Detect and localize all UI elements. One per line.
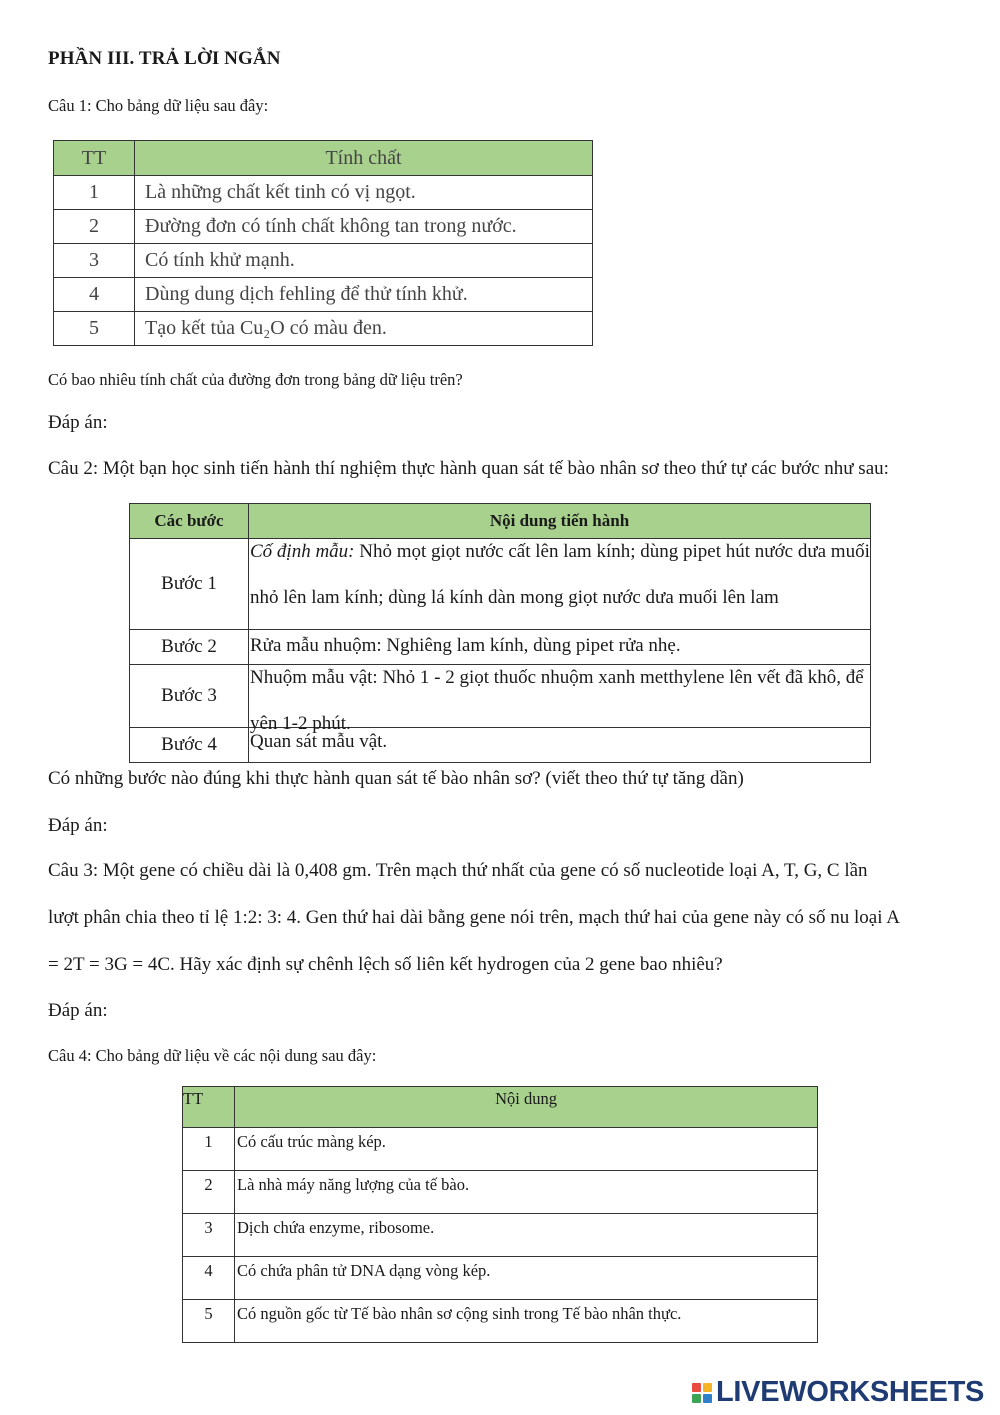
q2-prompt: Câu 2: Một bạn học sinh tiến hành thí nghiệm thực hành quan sát tế bào nhân sơ theo thứ tự các bước như sau: bbox=[48, 458, 889, 479]
table-row bbox=[54, 210, 593, 244]
table-row bbox=[130, 539, 871, 630]
row-number: 3 bbox=[183, 1214, 235, 1257]
row-number: 5 bbox=[54, 312, 135, 346]
logo-square-yellow bbox=[703, 1383, 712, 1392]
q3-line-1: Câu 3: Một gene có chiều dài là 0,408 gm. Trên mạch thứ nhất của gene có số nucleotide loại A, T, G, C lần bbox=[48, 860, 868, 881]
row-text: Dùng dung dịch fehling để thử tính khử. bbox=[135, 278, 593, 312]
q1-table bbox=[53, 140, 593, 346]
liveworksheets-logo-icon bbox=[692, 1383, 712, 1403]
row-text: Đường đơn có tính chất không tan trong nước. bbox=[135, 210, 593, 244]
header-noi-dung: Nội dung bbox=[235, 1087, 818, 1128]
q1-answer-label[interactable]: Đáp án: bbox=[48, 412, 108, 433]
header-cac-buoc: Các bước bbox=[130, 504, 249, 539]
liveworksheets-watermark bbox=[692, 1376, 984, 1409]
table-row bbox=[183, 1214, 818, 1257]
table-row bbox=[130, 728, 871, 763]
q3-line-2: lượt phân chia theo tỉ lệ 1:2: 3: 4. Gen thứ hai dài bằng gene nói trên, mạch thứ hai của gene này có số nu loại A bbox=[48, 907, 900, 928]
row-text: Có cấu trúc màng kép. bbox=[235, 1128, 818, 1171]
row-number: 3 bbox=[54, 244, 135, 278]
q2-question: Có những bước nào đúng khi thực hành quan sát tế bào nhân sơ? (viết theo thứ tự tăng dần) bbox=[48, 768, 744, 789]
row-number: 1 bbox=[183, 1128, 235, 1171]
table-header-row bbox=[183, 1087, 818, 1128]
header-noi-dung-tien-hanh: Nội dung tiến hành bbox=[249, 504, 871, 539]
row-text: Tạo kết tủa Cu₂O có màu đen. bbox=[135, 312, 593, 346]
step-label: Bước 3 bbox=[130, 665, 249, 728]
q4-table bbox=[182, 1086, 818, 1343]
row-text: Là những chất kết tinh có vị ngọt. bbox=[135, 176, 593, 210]
watermark-text: LIVEWORKSHEETS bbox=[716, 1376, 985, 1408]
q2-table bbox=[129, 503, 871, 763]
q2-answer-label[interactable]: Đáp án: bbox=[48, 815, 108, 836]
step-label: Bước 1 bbox=[130, 539, 249, 630]
table-row bbox=[54, 176, 593, 210]
row-text: Có nguồn gốc từ Tế bào nhân sơ cộng sinh trong Tế bào nhân thực. bbox=[235, 1300, 818, 1343]
step-label: Bước 2 bbox=[130, 630, 249, 665]
row-text: Dịch chứa enzyme, ribosome. bbox=[235, 1214, 818, 1257]
logo-square-blue bbox=[703, 1394, 712, 1403]
q1-question: Có bao nhiêu tính chất của đường đơn trong bảng dữ liệu trên? bbox=[48, 370, 463, 389]
q4-prompt: Câu 4: Cho bảng dữ liệu về các nội dung sau đây: bbox=[48, 1046, 377, 1065]
step-label: Bước 4 bbox=[130, 728, 249, 763]
q3-answer-label[interactable]: Đáp án: bbox=[48, 1000, 108, 1021]
row-number: 2 bbox=[183, 1171, 235, 1214]
row-number: 4 bbox=[183, 1257, 235, 1300]
logo-square-red bbox=[692, 1383, 701, 1392]
header-tinh-chat: Tính chất bbox=[135, 141, 593, 176]
table-row bbox=[183, 1171, 818, 1214]
row-number: 4 bbox=[54, 278, 135, 312]
row-number: 5 bbox=[183, 1300, 235, 1343]
table-row bbox=[130, 665, 871, 728]
table-row bbox=[183, 1128, 818, 1171]
step-content bbox=[249, 728, 871, 763]
step-italic-title: Cố định mẫu: bbox=[250, 541, 355, 562]
q1-prompt: Câu 1: Cho bảng dữ liệu sau đây: bbox=[48, 96, 269, 115]
step-text: Nhỏ mọt giọt nước cất lên lam kính; dùng pipet hút nước dưa muối nhỏ lên lam kính; dùng lá kính dàn mong giọt nước dưa muối lên lam bbox=[250, 541, 870, 608]
header-tt: TT bbox=[54, 141, 135, 176]
header-tt: TT bbox=[183, 1087, 235, 1128]
q3-line-3: = 2T = 3G = 4C. Hãy xác định sự chênh lệch số liên kết hydrogen của 2 gene bao nhiêu? bbox=[48, 954, 723, 975]
step-text: Nhuộm mẫu vật: Nhỏ 1 - 2 giọt thuốc nhuộm xanh metthylene lên vết đã khô, để yên 1-2 phút. bbox=[250, 667, 864, 734]
table-row bbox=[54, 312, 593, 346]
row-number: 1 bbox=[54, 176, 135, 210]
table-row bbox=[183, 1257, 818, 1300]
table-row bbox=[183, 1300, 818, 1343]
section-heading: PHẦN III. TRẢ LỜI NGẮN bbox=[48, 48, 281, 69]
row-text: Có tính khử mạnh. bbox=[135, 244, 593, 278]
step-text: Rửa mẫu nhuộm: Nghiêng lam kính, dùng pipet rửa nhẹ. bbox=[250, 635, 681, 656]
step-text: Quan sát mẫu vật. bbox=[250, 731, 388, 752]
row-number: 2 bbox=[54, 210, 135, 244]
table-row bbox=[54, 244, 593, 278]
row-text: Là nhà máy năng lượng của tế bào. bbox=[235, 1171, 818, 1214]
row-text: Có chứa phân tử DNA dạng vòng kép. bbox=[235, 1257, 818, 1300]
step-content bbox=[249, 665, 871, 734]
table-row bbox=[54, 278, 593, 312]
logo-square-green bbox=[692, 1394, 701, 1403]
step-content bbox=[249, 539, 871, 630]
table-header-row bbox=[54, 141, 593, 176]
